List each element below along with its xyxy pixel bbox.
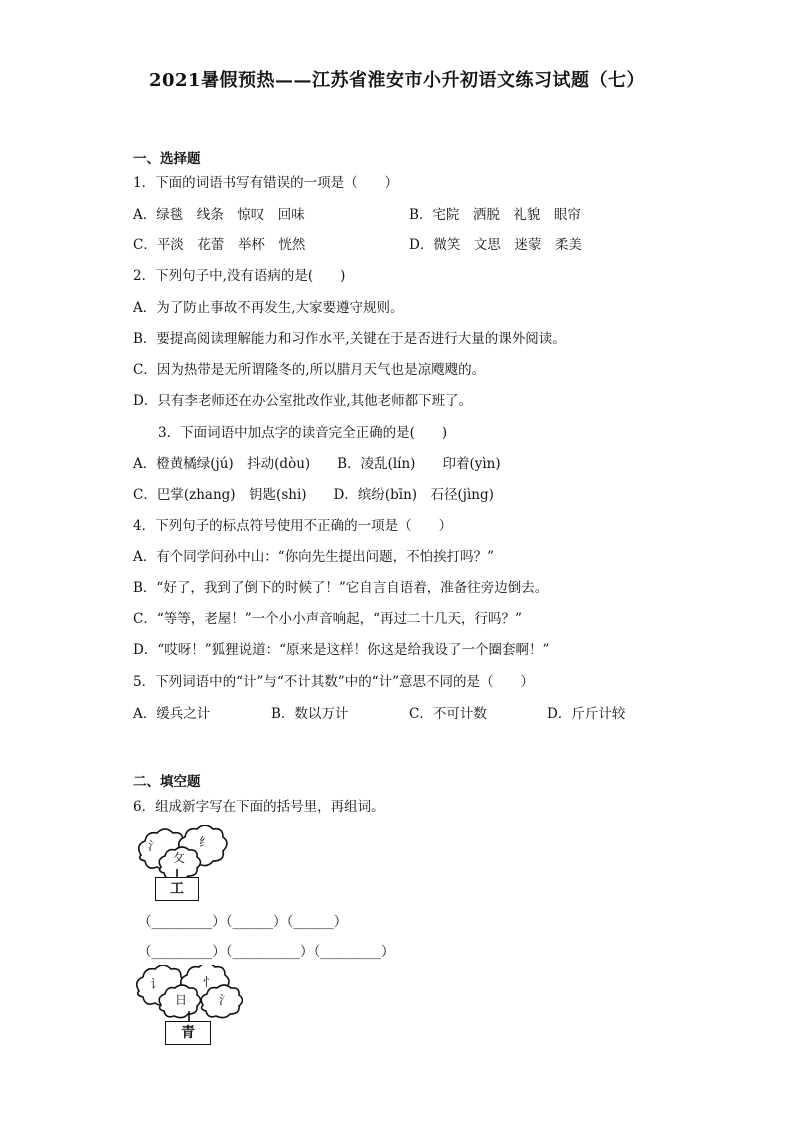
- radical-3: 日: [175, 993, 188, 1007]
- radical-2: 忄: [203, 975, 216, 989]
- q4-option-a: A．有个同学问孙中山：“你向先生提出问题，不怕挨打吗？”: [133, 549, 495, 565]
- q1-option-a: A．绿毯 线条 惊叹 回味: [133, 207, 305, 223]
- section-heading-choice: 一、选择题: [133, 151, 201, 167]
- q2-option-c: C．因为热带是无所谓隆冬的,所以腊月天气也是凉飕飕的。: [133, 362, 486, 378]
- q5-option-d: D．斤斤计较: [547, 706, 626, 722]
- q2-stem: 2．下列句子中,没有语病的是( ): [133, 268, 346, 284]
- flower-diagram-2: [133, 965, 243, 1047]
- q5-option-b: B．数以万计: [271, 706, 349, 722]
- q4-stem: 4．下列句子的标点符号使用不正确的一项是（ ）: [133, 518, 453, 534]
- blanks-row-2[interactable]: （_________）（__________）（_________）: [138, 944, 395, 960]
- q2-option-a: A．为了防止事故不再发生,大家要遵守规则。: [133, 300, 404, 316]
- q1-option-c: C．平淡 花蕾 举杯 恍然: [133, 237, 306, 253]
- blanks-row-1[interactable]: （_________）（______）（______）: [138, 914, 348, 930]
- radical-2: 纟: [199, 835, 212, 849]
- q6-stem: 6．组成新字写在下面的括号里，再组词。: [133, 799, 385, 815]
- q1-option-d: D．微笑 文思 迷蒙 柔美: [409, 237, 582, 253]
- q4-option-b: B．“好了，我到了倒下的时候了！”它自言自语着，准备往旁边倒去。: [133, 580, 549, 596]
- q5-option-a: A．缓兵之计: [133, 706, 211, 722]
- q5-option-c: C．不可计数: [409, 706, 487, 722]
- q3-options-ab: A．橙黄橘绿(jú) 抖动(dòu) B．凌乱(lín) 印着(yìn): [133, 456, 501, 472]
- base-char-box: 青: [165, 1021, 211, 1045]
- radical-1: 讠: [150, 977, 163, 991]
- q4-option-c: C．“等等，老屋！”一个小小声音响起，“再过二十几天，行吗？”: [133, 611, 522, 627]
- flower-diagram-1: [133, 825, 228, 903]
- radical-4: 氵: [219, 993, 232, 1007]
- q1-option-b: B．宅院 洒脱 礼貌 眼帘: [409, 207, 581, 223]
- section-heading-fill: 二、填空题: [133, 774, 201, 790]
- q1-stem: 1．下面的词语书写有错误的一项是（ ）: [133, 175, 399, 191]
- q3-stem: 3．下面词语中加点字的读音完全正确的是( ): [158, 425, 448, 441]
- q4-option-d: D．“哎呀！”狐狸说道：“原来是这样！你这是给我设了一个圈套啊！”: [133, 642, 550, 658]
- base-char-box: 工: [155, 877, 199, 901]
- q2-option-b: B．要提高阅读理解能力和习作水平,关键在于是否进行大量的课外阅读。: [133, 331, 566, 347]
- q2-option-d: D．只有李老师还在办公室批改作业,其他老师都下班了。: [133, 393, 473, 409]
- radical-3: 攵: [173, 851, 186, 865]
- radical-1: 氵: [148, 839, 161, 853]
- q5-stem: 5．下列词语中的“计”与“不计其数”中的“计”意思不同的是（ ）: [133, 674, 534, 690]
- page-title: 2021暑假预热——江苏省淮安市小升初语文练习试题（七）: [148, 70, 646, 91]
- q3-options-cd: C．巴掌(zhang) 钥匙(shi) D．缤纷(bīn) 石径(jìng): [133, 487, 494, 503]
